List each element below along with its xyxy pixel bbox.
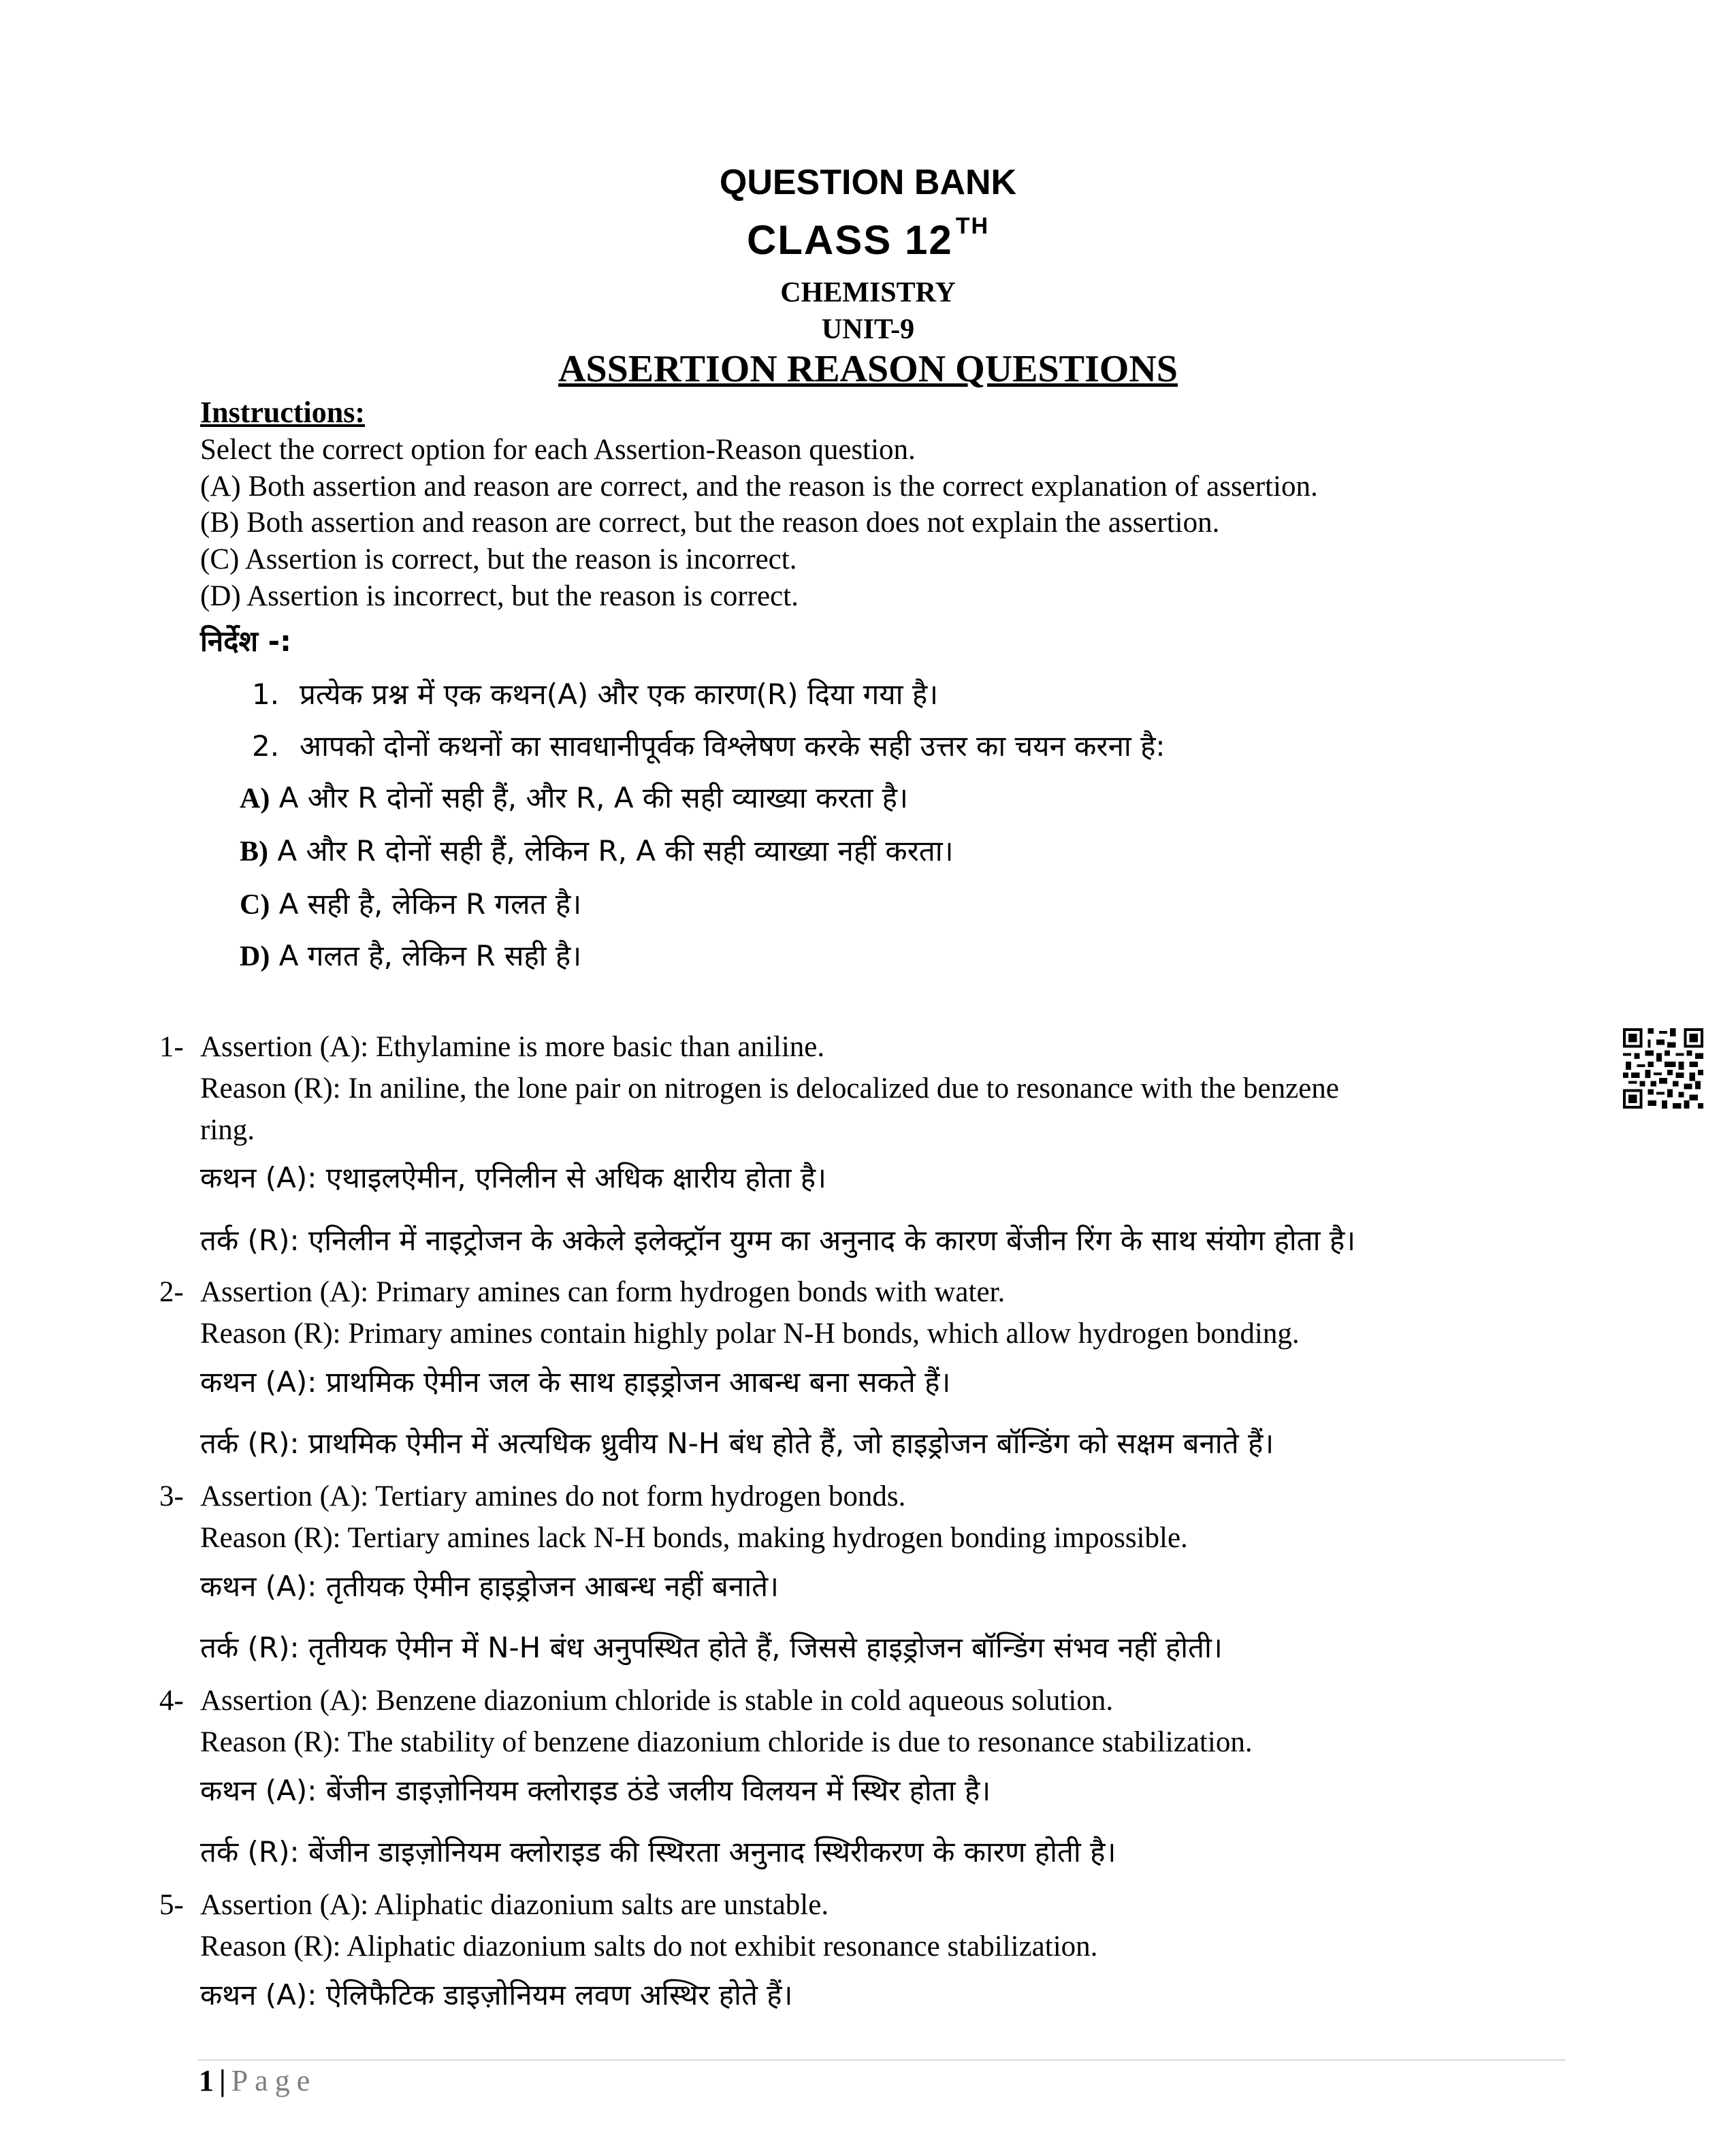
subject-title: CHEMISTRY [780, 277, 956, 308]
class-label: CLASS 12 [746, 217, 953, 263]
option-text: A और R दोनों सही हैं, और R, A की सही व्याख्या करता है। [278, 781, 908, 814]
option-label: D) [240, 941, 270, 972]
question-number: 2- [159, 1276, 184, 1308]
assertion-text: Assertion (A): Primary amines can form hydrogen bonds with water. [200, 1276, 1006, 1308]
instruction-line: Select the correct option for each Assertion-Reason question. [200, 434, 916, 466]
item-text: प्रत्येक प्रश्न में एक कथन(A) और एक कारण(R) दिया गया है। [300, 678, 939, 711]
class-title [0, 213, 1736, 264]
hindi-assertion: कथन (A): प्राथमिक ऐमीन जल के साथ हाइड्रोजन आबन्ध बना सकते हैं। [200, 1365, 951, 1399]
question-number: 3- [159, 1480, 184, 1512]
instruction-line: (D) Assertion is incorrect, but the reason is correct. [200, 580, 799, 612]
question-number: 5- [159, 1889, 184, 1921]
reason-text: Reason (R): Primary amines contain highly polar N-H bonds, which allow hydrogen bonding. [200, 1318, 1300, 1350]
reason-text: Reason (R): Aliphatic diazonium salts do not exhibit resonance stabilization. [200, 1930, 1098, 1963]
page-footer [199, 2063, 317, 2098]
hindi-reason: तर्क (R): प्राथमिक ऐमीन में अत्यधिक ध्रुवीय N-H बंध होते हैं, जो हाइड्रोजन बॉन्डिंग को सक्षम बनाते हैं। [200, 1427, 1274, 1460]
hindi-assertion: कथन (A): बेंजीन डाइज़ोनियम क्लोराइड ठंडे जलीय विलयन में स्थिर होता है। [200, 1774, 991, 1807]
reason-text: Reason (R): The stability of benzene diazonium chloride is due to resonance stabilization. [200, 1726, 1253, 1758]
hindi-option [240, 884, 581, 923]
assertion-text: Assertion (A): Tertiary amines do not form hydrogen bonds. [200, 1480, 906, 1512]
question-number: 1- [159, 1031, 184, 1063]
hindi-assertion: कथन (A): एथाइलऐमीन, एनिलीन से अधिक क्षारीय होता है। [200, 1161, 826, 1194]
reason-text-continued: ring. [200, 1114, 255, 1146]
hindi-numbered-item [252, 674, 938, 713]
option-label: B) [240, 836, 268, 868]
hindi-assertion: कथन (A): तृतीयक ऐमीन हाइड्रोजन आबन्ध नहीं बनाते। [200, 1570, 779, 1603]
instructions-heading: Instructions: [200, 396, 366, 429]
question-number: 4- [159, 1685, 184, 1717]
section-title: ASSERTION REASON QUESTIONS [558, 348, 1178, 390]
option-text: A और R दोनों सही हैं, लेकिन R, A की सही व्याख्या नहीं करता। [277, 834, 954, 868]
instruction-line: (A) Both assertion and reason are correct, and the reason is the correct explanation of assertion. [200, 471, 1318, 503]
reason-text: Reason (R): Tertiary amines lack N-H bonds, making hydrogen bonding impossible. [200, 1522, 1188, 1554]
footer-separator: | [219, 2064, 226, 2097]
reason-text: Reason (R): In aniline, the lone pair on nitrogen is delocalized due to resonance with the benzene [200, 1072, 1339, 1105]
unit-title: UNIT-9 [821, 314, 915, 345]
option-label: C) [240, 889, 270, 921]
hindi-option [240, 831, 954, 870]
qr-code-icon [1623, 1028, 1703, 1109]
hindi-reason: तर्क (R): बेंजीन डाइज़ोनियम क्लोराइड की स्थिरता अनुनाद स्थिरीकरण के कारण होती है। [200, 1835, 1116, 1869]
hindi-option [240, 936, 581, 974]
page-number: 1 [199, 2064, 214, 2097]
hindi-option [240, 778, 908, 816]
option-text: A गलत है, लेकिन R सही है। [278, 939, 582, 972]
instruction-line: (B) Both assertion and reason are correct, but the reason does not explain the assertion. [200, 507, 1220, 539]
instruction-line: (C) Assertion is correct, but the reason is incorrect. [200, 543, 797, 575]
hindi-assertion: कथन (A): ऐलिफैटिक डाइज़ोनियम लवण अस्थिर होते हैं। [200, 1978, 793, 2012]
assertion-text: Assertion (A): Aliphatic diazonium salts are unstable. [200, 1889, 829, 1921]
assertion-text: Assertion (A): Ethylamine is more basic than aniline. [200, 1031, 825, 1063]
hindi-reason: तर्क (R): एनिलीन में नाइट्रोजन के अकेले इलेक्ट्रॉन युग्म का अनुनाद के कारण बेंजीन रिंग के साथ संयोग होता है। [200, 1224, 1356, 1257]
option-label: A) [240, 783, 270, 814]
assertion-text: Assertion (A): Benzene diazonium chloride is stable in cold aqueous solution. [200, 1685, 1114, 1717]
hindi-instructions-heading: निर्देश -: [200, 624, 291, 658]
item-number: 2. [252, 729, 280, 763]
question-bank-title: QUESTION BANK [719, 163, 1017, 202]
hindi-reason: तर्क (R): तृतीयक ऐमीन में N-H बंध अनुपस्थित होते हैं, जिससे हाइड्रोजन बॉन्डिंग संभव नहीं होती। [200, 1631, 1223, 1664]
option-text: A सही है, लेकिन R गलत है। [278, 887, 582, 921]
page-word: Page [231, 2064, 317, 2097]
footer-divider [197, 2059, 1566, 2061]
item-number: 1. [252, 678, 280, 711]
hindi-numbered-item [252, 726, 1166, 765]
item-text: आपको दोनों कथनों का सावधानीपूर्वक विश्लेषण करके सही उत्तर का चयन करना है: [300, 729, 1166, 763]
class-superscript: TH [955, 213, 990, 239]
